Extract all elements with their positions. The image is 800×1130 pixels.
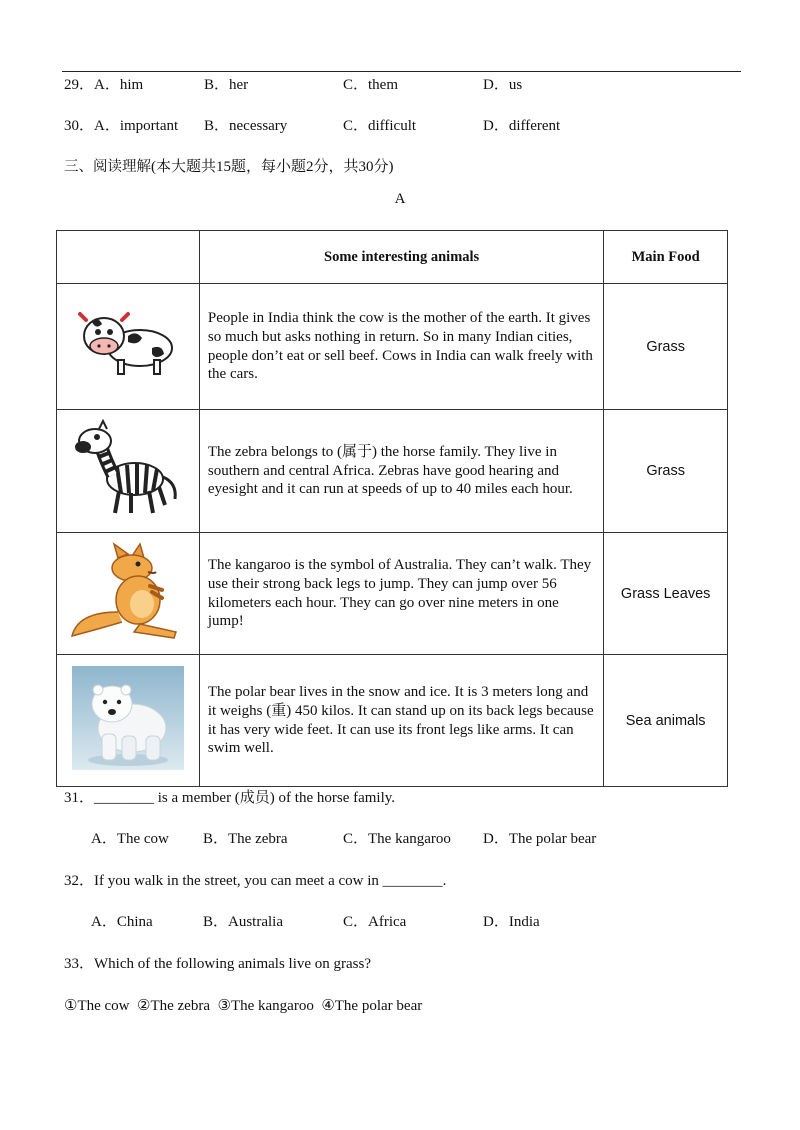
header-main-food: Main Food	[604, 231, 728, 284]
question-33-stem: 33．Which of the following animals live on grass?	[64, 956, 372, 972]
kangaroo-description: The kangaroo is the symbol of Australia. They can’t walk. They use their strong back legs to jump. They can jump over 56 kilometers each hour. They can go over nine meters in one jump!	[199, 533, 603, 655]
cow-food: Grass	[604, 284, 728, 410]
header-picture-cell	[57, 231, 200, 284]
table-header-row	[57, 231, 728, 284]
polar-bear-picture-cell	[57, 655, 200, 787]
q30-option-b[interactable]: B．necessary	[204, 118, 288, 134]
q31-option-b[interactable]: B．The zebra	[203, 831, 288, 847]
polar-bear-icon	[72, 666, 184, 770]
q29-option-d[interactable]: D．us	[483, 77, 523, 93]
cow-description: People in India think the cow is the mother of the earth. It gives so much but asks nothing in return. So in many Indian cities, people don’t eat or sell beef. Cows in India can walk freely with the cars.	[199, 284, 603, 410]
zebra-icon	[73, 419, 183, 519]
q32-option-c[interactable]: C．Africa	[343, 914, 407, 930]
table-row	[57, 410, 728, 533]
top-rule	[62, 71, 741, 72]
question-32-stem: 32．If you walk in the street, you can meet a cow in ________.	[64, 873, 447, 889]
table-row	[57, 655, 728, 787]
q29-option-b[interactable]: B．her	[204, 77, 249, 93]
q32-option-a[interactable]: A．China	[91, 914, 153, 930]
cow-picture-cell	[57, 284, 200, 410]
section-title: 三、阅读理解	[64, 159, 151, 175]
q29-option-c[interactable]: C．them	[343, 77, 398, 93]
q31-option-c[interactable]: C．The kangaroo	[343, 831, 451, 847]
q31-option-a[interactable]: A．The cow	[91, 831, 169, 847]
table-row	[57, 284, 728, 410]
polar-bear-food: Sea animals	[604, 655, 728, 787]
question-33-items: ①The cow ②The zebra ③The kangaroo ④The polar bear	[64, 998, 423, 1014]
zebra-food: Grass	[604, 410, 728, 533]
cow-icon	[78, 308, 178, 380]
q31-option-d[interactable]: D．The polar bear	[483, 831, 597, 847]
q32-option-d[interactable]: D．India	[483, 914, 540, 930]
zebra-description: The zebra belongs to (属于) the horse family. They live in southern and central Africa. Zebras have good hearing and eyesight and it can run at speeds of up to 40 miles each hour.	[199, 410, 603, 533]
q29-number-option-a[interactable]: 29．A．him	[64, 77, 144, 93]
kangaroo-food: Grass Leaves	[604, 533, 728, 655]
zebra-picture-cell	[57, 410, 200, 533]
kangaroo-icon	[68, 542, 188, 640]
passage-label: A	[394, 191, 406, 207]
table-row	[57, 533, 728, 655]
q32-option-b[interactable]: B．Australia	[203, 914, 283, 930]
header-animals: Some interesting animals	[199, 231, 603, 284]
section-heading	[64, 157, 394, 177]
q30-number-option-a[interactable]: 30．A．important	[64, 118, 179, 134]
polar-bear-description: The polar bear lives in the snow and ice. It is 3 meters long and it weighs (重) 450 kilos. It can stand up on its back legs because it has very wide feet. It can use its front legs like arms. It can swim well.	[199, 655, 603, 787]
q30-option-d[interactable]: D．different	[483, 118, 561, 134]
q30-option-c[interactable]: C．difficult	[343, 118, 417, 134]
animals-table	[56, 230, 728, 787]
kangaroo-picture-cell	[57, 533, 200, 655]
section-note: (本大题共15题，每小题2分，共30分)	[151, 159, 394, 175]
question-31-stem: 31．________ is a member (成员) of the horse family.	[64, 790, 396, 806]
